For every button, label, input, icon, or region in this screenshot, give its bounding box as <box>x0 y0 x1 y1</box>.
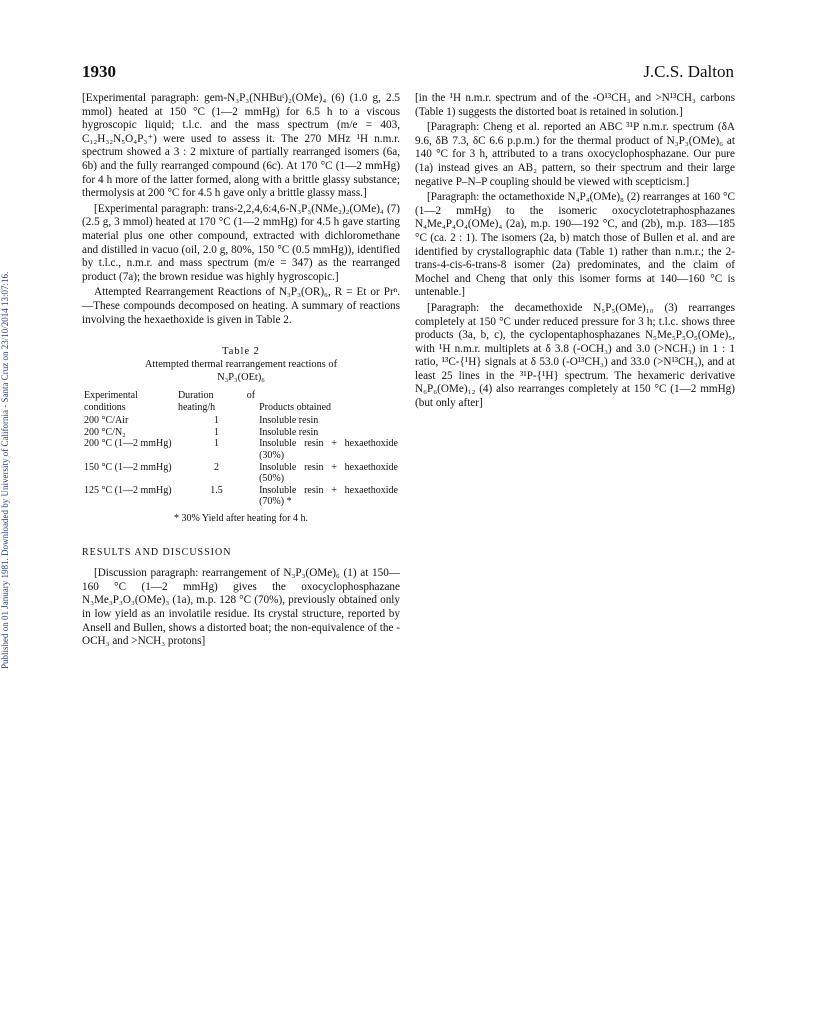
page-number: 1930 <box>82 62 116 81</box>
download-watermark: Published on 01 January 1981. Downloaded by University of California - Santa Cruz on 23/10/2014 13:07:16. <box>0 271 10 669</box>
table-cell: 200 °C/N₂ <box>84 426 126 438</box>
table-caption-line: N₃P₃(OEt)₆ <box>217 372 265 384</box>
table-cell: 1 <box>214 415 220 427</box>
table-title: Table 2 <box>222 346 260 358</box>
table-row <box>82 415 400 427</box>
table-cell: Insoluble resin + hexaethoxide (30%) <box>259 438 398 462</box>
left-column <box>82 92 400 651</box>
section-heading: RESULTS AND DISCUSSION <box>82 546 232 558</box>
paragraph: Attempted Rearrangement Reactions of N₃P₃(OR)₆, R = Et or Prⁿ.—These compounds decomposed on heating. A summary of reactions involving the hexaethoxide is given in Table 2. <box>82 286 400 326</box>
table-cell: Insoluble resin + hexaethoxide (70%) * <box>259 484 398 508</box>
rearrangement-table <box>82 390 400 508</box>
table-cell: 1.5 <box>210 484 223 496</box>
table-cell: Insoluble resin <box>259 426 319 438</box>
table-row <box>82 427 400 439</box>
table-cell: 200 °C/Air <box>84 415 129 427</box>
table-header-row <box>82 390 400 415</box>
table-footnote: * 30% Yield after heating for 4 h. <box>173 513 309 525</box>
table-row <box>82 462 400 485</box>
table-cell: Insoluble resin + hexaethoxide (50%) <box>259 461 398 485</box>
paragraph: [Paragraph: the octamethoxide N₄P₄(OMe)₈ (2) rearranges at 160 °C (1—2 mmHg) to the isomeric oxocyclotetraphosphazanes N₄Me₄P₄O₄(OMe)₄ (2a), m.p. 190—192 °C, and (2b), m.p. 183—185 °C (ca. 2 : 1). The isomers (2a, b) match those of Bullen et al. and are identified by crystallographic data (Table 1) rather than n.m.r.; the 2-trans-4-cis-6-trans-8 isomer (2a) predominates, and the claim of Mochel and Cheng that only this isomer forms at 140—160 °C is untenable.] <box>415 191 735 299</box>
paragraph: [in the ¹H n.m.r. spectrum and of the -O¹³CH₃ and >N¹³CH₃ carbons (Table 1) suggests the distorted boat is retained in solution.] <box>415 92 735 118</box>
table-cell: 125 °C (1—2 mmHg) <box>84 484 172 496</box>
table-cell: 1 <box>214 438 220 450</box>
paragraph: [Discussion paragraph: rearrangement of N₃P₃(OMe)₆ (1) at 150—160 °C (1—2 mmHg) gives the oxocyclophosphazane N₃Me₃P₃O₃(OMe)₃ (1a), m.p. 128 °C (70%), previously obtained only in low yield as an involatile residue. Its crystal structure, reported by Ansell and Bullen, shows a distorted boat; the non-equivalence of the -OCH₃ and >NCH₃ protons] <box>82 567 400 648</box>
table-header-cell: Products obtained <box>259 401 332 413</box>
table-row <box>82 485 400 508</box>
paragraph: [Experimental paragraph: trans-2,2,4,6:4,6-N₃P₃(NMe₂)₂(OMe)₄ (7) (2.5 g, 3 mmol) heated at 170 °C (1—2 mmHg) for 4.5 h gave starting material plus one other compound, extracted with dichloromethane and distilled in vacuo (oil, 2.0 g, 80%, 150 °C (0.5 mmHg)), identified by t.l.c., n.m.r. and mass spectrum (m/e = 347) as the rearranged product (7a); the brown residue was highly hygroscopic.] <box>82 202 400 283</box>
paragraph: [Paragraph: Cheng et al. reported an ABC ³¹P n.m.r. spectrum (δA 9.6, δB 7.3, δC 6.6 p.p.m.) for the thermal product of N₃P₃(OMe)₆ at 140 °C for 3 h, attributed to a trans oxocyclophosphazane. Our pure (1a) instead gives an AB₂ pattern, so their spectrum and their large negative P–N–P coupling should be viewed with scepticism.] <box>415 121 735 188</box>
paragraph: [Paragraph: the decamethoxide N₅P₅(OMe)₁₀ (3) rearranges completely at 150 °C under reduced pressure for 3 h; t.l.c. shows three products (3a, b, c), the cyclopentaphosphazanes N₅Me₅P₅O₅(OMe)₅, with ¹H n.m.r. multiplets at δ 3.8 (-OCH₃) and 3.0 (>NCH₃) in 1 : 1 ratio, ¹³C-{¹H} signals at δ 53.0 (-O¹³CH₃) and 33.0 (>N¹³CH₃), and at least 25 lines in the ³¹P-{¹H} spectrum. The hexameric derivative N₆P₆(OMe)₁₂ (4) also rearranges completely at 150 °C (1—2 mmHg) (but only after] <box>415 301 735 410</box>
table-caption-line: Attempted thermal rearrangement reactions of <box>144 359 338 371</box>
paragraph: [Experimental paragraph: gem-N₃P₃(NHBuᵗ)₂(OMe)₄ (6) (1.0 g, 2.5 mmol) heated at 150 °C (1—2 mmHg) for 6.5 h to a viscous hygroscopic liquid; t.l.c. and the mass spectrum (m/e = 403, C₁₂H₃₂N₅O₄P₃⁺) were used to assess it. The 270 MHz ¹H n.m.r. spectrum showed a 3 : 2 mixture of partially rearranged isomers (6a, 6b) and the fully rearranged compound (6c). At 170 °C (1—2 mmHg) for 4 h more of the latter formed, along with a brittle glassy substance; thermolysis at 200 °C for 4.5 h gave only a brittle glassy mass.] <box>82 92 400 200</box>
right-column <box>415 92 735 413</box>
table-cell: 2 <box>214 461 220 473</box>
table-header-cell: Experimental conditions <box>84 390 138 413</box>
table-caption <box>82 345 400 384</box>
table-header-cell: Duration of heating/h <box>177 390 256 413</box>
table-cell: 150 °C (1—2 mmHg) <box>84 461 172 473</box>
table-cell: 200 °C (1—2 mmHg) <box>84 438 172 450</box>
journal-name: J.C.S. Dalton <box>643 62 734 81</box>
table-cell: Insoluble resin <box>259 415 319 427</box>
table-cell: 1 <box>214 426 220 438</box>
table-row <box>82 438 400 461</box>
